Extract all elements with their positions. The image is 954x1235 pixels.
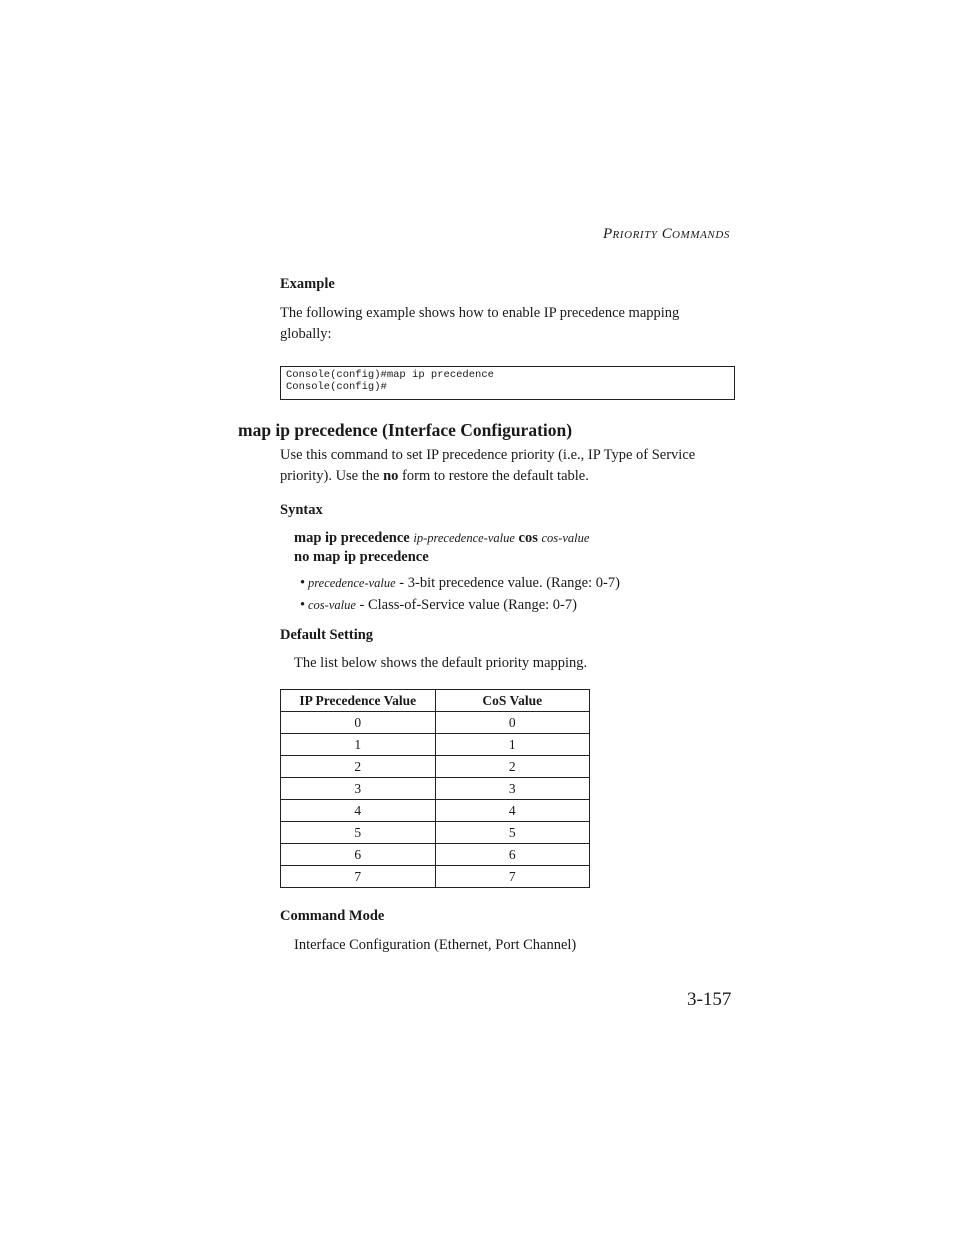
table-cell: 0 [435,712,590,734]
table-row [281,778,590,800]
section-description-line-2 [280,466,589,487]
table-cell: 6 [435,844,590,866]
no-keyword: no [383,468,399,484]
page-number: 3-157 [687,989,732,1010]
table-cell: 1 [281,734,436,756]
table-row [281,734,590,756]
command-argument: cos-value [541,531,590,545]
example-heading: Example [280,276,335,292]
default-setting-heading: Default Setting [280,627,374,643]
running-header-smallcaps-2: OMMANDS [672,229,730,241]
parameter-item [300,575,620,592]
section-title: map ip precedence (Interface Configuration) [238,420,573,440]
parameter-name: cos-value [308,598,356,612]
table-cell: 1 [435,734,590,756]
table-row [281,866,590,888]
code-line: Console(config)# [286,381,387,393]
table-row [281,822,590,844]
command-keyword: no map ip precedence [294,549,429,565]
table-cell: 2 [281,756,436,778]
table-row [281,800,590,822]
priority-mapping-table [280,689,590,888]
table-row [281,756,590,778]
parameter-item [300,597,577,614]
bullet-icon: • [300,597,306,613]
running-header-initial-p: P [603,226,613,242]
running-header [603,226,730,243]
table-cell: 0 [281,712,436,734]
table-cell: 5 [435,822,590,844]
syntax-command-2 [294,547,429,568]
column-header-ip-precedence: IP Precedence Value [281,690,436,712]
table-cell: 7 [435,866,590,888]
table-cell: 2 [435,756,590,778]
parameter-description: - Class-of-Service value (Range: 0-7) [355,597,577,613]
command-argument: ip-precedence-value [413,531,515,545]
parameter-description: - 3-bit precedence value. (Range: 0-7) [395,575,620,591]
command-mode-text: Interface Configuration (Ethernet, Port Channel) [294,937,577,953]
command-keyword: cos [518,530,538,546]
code-line: Console(config)#map ip precedence [286,369,494,381]
table-row [281,712,590,734]
parameter-name: precedence-value [308,576,396,590]
example-intro-line-1: The following example shows how to enable IP precedence mapping [280,305,680,321]
table-cell: 4 [435,800,590,822]
example-intro-line-2: globally: [280,326,332,342]
default-setting-text: The list below shows the default priority mapping. [294,655,588,671]
table-cell: 3 [435,778,590,800]
running-header-initial-c: C [661,226,673,242]
table-header-row [281,690,590,712]
syntax-command-1 [294,528,589,549]
table-cell: 3 [281,778,436,800]
description-text: form to restore the default table. [398,468,589,484]
code-example [280,366,735,400]
table-cell: 5 [281,822,436,844]
syntax-heading: Syntax [280,502,323,518]
section-description-line-1: Use this command to set IP precedence priority (i.e., IP Type of Service [280,447,696,463]
table-cell: 7 [281,866,436,888]
bullet-icon: • [300,575,306,591]
running-header-smallcaps-1: RIORITY [612,229,658,241]
column-header-cos: CoS Value [435,690,590,712]
command-mode-heading: Command Mode [280,908,385,924]
table-cell: 4 [281,800,436,822]
table-row [281,844,590,866]
description-text: priority). Use the [280,468,384,484]
table-cell: 6 [281,844,436,866]
command-keyword: map ip precedence [294,530,410,546]
